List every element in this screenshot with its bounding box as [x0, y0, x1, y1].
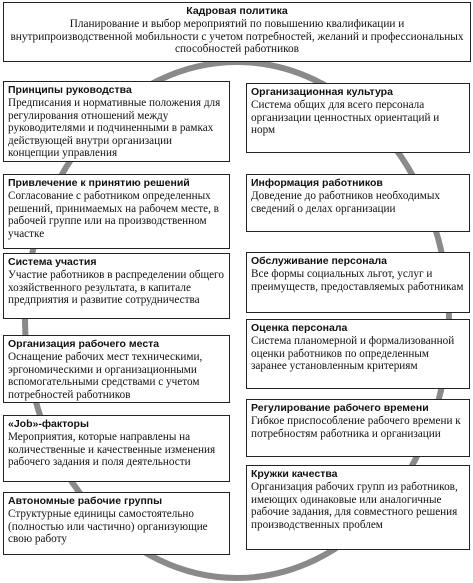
box-text: Все формы социальных льгот, услуг и преимуществ, предоставляемых работникам [251, 268, 464, 293]
box-text: Согласование с работником определенных решений, принимаемых на рабочем месте, в рабочей группе или на производственном участке [8, 190, 219, 240]
box-decision-involvement [3, 174, 230, 249]
box-title: Обслуживание персонала [251, 255, 388, 267]
box-text: Система общих для всего персонала организации ценностных ориентаций и норм [251, 99, 440, 137]
box-text: Оснащение рабочих мест техническими, эргономическими и организационными вспомогательными средствами с учетом потребностей работников [8, 351, 203, 401]
box-text: Предписания и нормативные положения для регулирования отношений между руководителями и подчиненными в рамках действующей внутри организации концепции управления [8, 97, 221, 160]
box-title: Организационная культура [251, 86, 393, 98]
box-autonomous-groups [3, 492, 230, 555]
box-workplace-organization [3, 335, 230, 403]
box-title: Система участия [8, 256, 97, 268]
box-text: Гибкое приспособление рабочего времени к потребностям работника и организации [251, 415, 461, 440]
box-quality-circles [246, 465, 470, 550]
box-personnel-evaluation [246, 319, 470, 389]
box-participation-system [3, 253, 230, 319]
box-text: Участие работников в распределении общего хозяйственного результата, в капитале предприятия и развитие сотрудничества [8, 269, 224, 307]
box-title: Регулирование рабочего времени [251, 402, 429, 414]
box-title: Кружки качества [251, 468, 338, 480]
box-job-factors [3, 415, 230, 482]
box-text: Система планомерной и формализованной оценки работников по определенным заранее установленным критериям [251, 335, 455, 373]
box-leadership-principles [3, 81, 230, 162]
box-personnel-service [246, 252, 470, 313]
box-text: Доведение до работников необходимых сведений о делах организации [251, 190, 440, 215]
hr-policy-box [3, 2, 471, 62]
box-title: «Job»-факторы [8, 418, 89, 430]
box-title: Информация работников [251, 177, 383, 189]
box-employee-information [246, 174, 470, 232]
box-title: Автономные рабочие группы [8, 495, 163, 507]
box-text: Мероприятия, которые направлены на количественные и качественные изменения рабочего задания и поля деятельности [8, 431, 216, 469]
box-text: Структурные единицы самостоятельно (полностью или частично) организующие свою работу [8, 508, 208, 546]
box-title: Принципы руководства [8, 84, 132, 96]
box-organizational-culture [246, 83, 470, 153]
box-title: Привлечение к принятию решений [8, 177, 190, 189]
box-text: Организация рабочих групп из работников, имеющих одинаковые или аналогичные рабочие задания, для совместного решения производственных проблем [251, 481, 458, 531]
hr-policy-text: Планирование и выбор мероприятий по повышению квалификации и внутрипроизводственной мобильности с учетом потребностей, желаний и профессиональных способностей работников [10, 18, 464, 56]
box-title: Организация рабочего места [8, 338, 160, 350]
hr-policy-title: Кадровая политика [186, 5, 288, 17]
box-working-time-regulation [246, 399, 470, 457]
box-title: Оценка персонала [251, 322, 348, 334]
